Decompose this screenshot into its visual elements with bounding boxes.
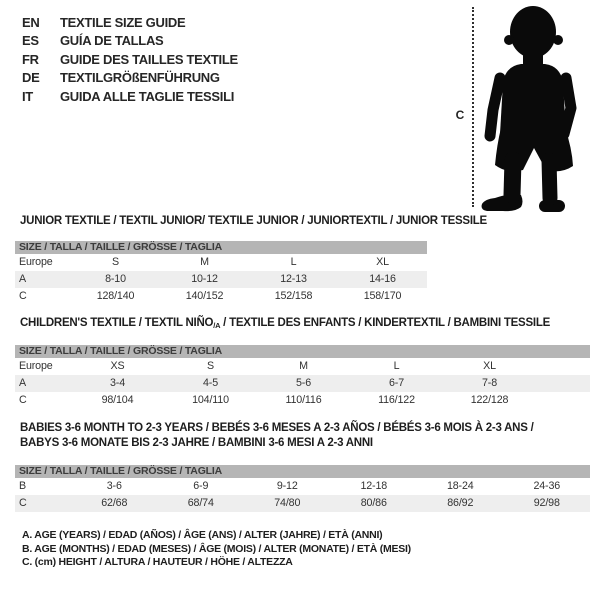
table-cell: 158/170 (363, 290, 402, 302)
table-cell: 3-4 (110, 377, 125, 389)
size-header-bar: SIZE / TALLA / TAILLE / GRÖSSE / TAGLIA (15, 465, 590, 478)
table-cell: 98/104 (101, 394, 134, 406)
babies-table-title (20, 421, 534, 451)
table-cell: 14-16 (369, 273, 396, 285)
table-cell: XL (483, 360, 496, 372)
table-row-europe (15, 254, 427, 271)
language-code: FR (22, 51, 39, 67)
table-cell: XL (376, 256, 389, 268)
table-cell: 110/116 (285, 394, 322, 406)
table-cell: 86/92 (447, 497, 474, 509)
table-row-europe (15, 358, 590, 375)
row-label: C (19, 394, 27, 406)
legend-notes (22, 529, 411, 570)
table-cell: 24-36 (533, 480, 561, 492)
row-label: C (19, 290, 27, 302)
language-code: EN (22, 14, 40, 30)
children-title-pre: CHILDREN'S TEXTILE / TEXTIL NIÑO (20, 317, 214, 329)
table-cell: M (200, 256, 209, 268)
table-row-age (15, 271, 427, 288)
table-cell: 92/98 (533, 497, 560, 509)
toddler-silhouette-image (479, 2, 600, 214)
size-header-bar: SIZE / TALLA / TAILLE / GRÖSSE / TAGLIA (15, 241, 427, 254)
row-label: Europe (19, 256, 53, 268)
row-label: Europe (19, 360, 53, 372)
language-title: GUIDE DES TAILLES TEXTILE (60, 51, 238, 67)
table-cell: 80/86 (360, 497, 387, 509)
children-size-table (15, 345, 590, 409)
height-measure-label: C (455, 108, 465, 122)
table-cell: 12-18 (360, 480, 388, 492)
row-label: A (19, 377, 26, 389)
row-label: C (19, 497, 27, 509)
note-b: B. AGE (MONTHS) / EDAD (MESES) / ÂGE (MOIS) / ALTER (MONATE) / ETÀ (MESI) (22, 542, 411, 555)
table-cell: 4-5 (203, 377, 218, 389)
table-cell: 6-9 (193, 480, 209, 492)
table-cell: L (290, 256, 297, 268)
table-cell: 62/68 (101, 497, 128, 509)
table-cell: 8-10 (105, 273, 126, 285)
table-cell: S (112, 256, 119, 268)
table-cell: 116/122 (378, 394, 415, 406)
language-row-de (22, 69, 238, 88)
table-cell: 12-13 (280, 273, 307, 285)
language-code: DE (22, 70, 40, 86)
table-row-height (15, 495, 590, 512)
row-label: B (19, 480, 26, 492)
table-row-height (15, 392, 590, 409)
table-cell: L (393, 360, 400, 372)
table-cell: 128/140 (96, 290, 135, 302)
table-row-age (15, 375, 590, 392)
language-row-it (22, 87, 238, 106)
height-measure-line (472, 7, 474, 207)
children-title-post: / TEXTILE DES ENFANTS / KINDERTEXTIL / BAMBINI TESSILE (220, 317, 551, 329)
language-title: TEXTILGRÖßENFÜHRUNG (60, 70, 220, 86)
table-row-months (15, 478, 590, 495)
table-cell: M (299, 360, 308, 372)
size-header-bar: SIZE / TALLA / TAILLE / GRÖSSE / TAGLIA (15, 345, 590, 358)
note-c: C. (cm) HEIGHT / ALTURA / HAUTEUR / HÖHE / ALTEZZA (22, 556, 293, 568)
table-cell: 6-7 (389, 377, 404, 389)
table-cell: XS (110, 360, 125, 372)
language-code: ES (22, 33, 39, 49)
note-a: A. AGE (YEARS) / EDAD (AÑOS) / ÂGE (ANS) / ALTER (JAHRE) / ETÀ (ANNI) (22, 529, 383, 541)
language-row-en (22, 13, 238, 32)
table-cell: 152/158 (274, 290, 313, 302)
babies-size-table (15, 465, 590, 512)
language-title: GUÍA DE TALLAS (60, 33, 164, 49)
language-row-fr (22, 50, 238, 69)
language-title-list (22, 13, 238, 106)
table-cell: 140/152 (185, 290, 224, 302)
language-title: GUIDA ALLE TAGLIE TESSILI (60, 88, 235, 104)
babies-title-line2: BABYS 3-6 MONATE BIS 2-3 JAHRE / BAMBINI 3-6 MESI A 2-3 ANNI (20, 437, 373, 449)
table-cell: S (207, 360, 214, 372)
table-cell: 5-6 (296, 377, 311, 389)
table-cell: 68/74 (187, 497, 214, 509)
language-code: IT (22, 88, 33, 104)
children-title-sub: /A (213, 321, 221, 330)
table-cell: 7-8 (482, 377, 497, 389)
language-row-es (22, 32, 238, 51)
table-cell: 10-12 (191, 273, 218, 285)
table-cell: 74/80 (274, 497, 301, 509)
table-cell: 122/128 (470, 394, 509, 406)
table-cell: 3-6 (106, 480, 122, 492)
junior-size-table (15, 241, 427, 305)
table-row-height (15, 288, 427, 305)
row-label: A (19, 273, 26, 285)
table-cell: 104/110 (192, 394, 229, 406)
babies-title-line1: BABIES 3-6 MONTH TO 2-3 YEARS / BEBÉS 3-6 MESES A 2-3 AÑOS / BÉBÉS 3-6 MOIS À 2-3 ANS / (20, 422, 534, 434)
language-title: TEXTILE SIZE GUIDE (60, 14, 186, 30)
children-table-title (20, 317, 550, 330)
table-cell: 18-24 (446, 480, 474, 492)
table-cell: 9-12 (276, 480, 298, 492)
junior-table-title: JUNIOR TEXTILE / TEXTIL JUNIOR/ TEXTILE JUNIOR / JUNIORTEXTIL / JUNIOR TESSILE (20, 215, 487, 227)
